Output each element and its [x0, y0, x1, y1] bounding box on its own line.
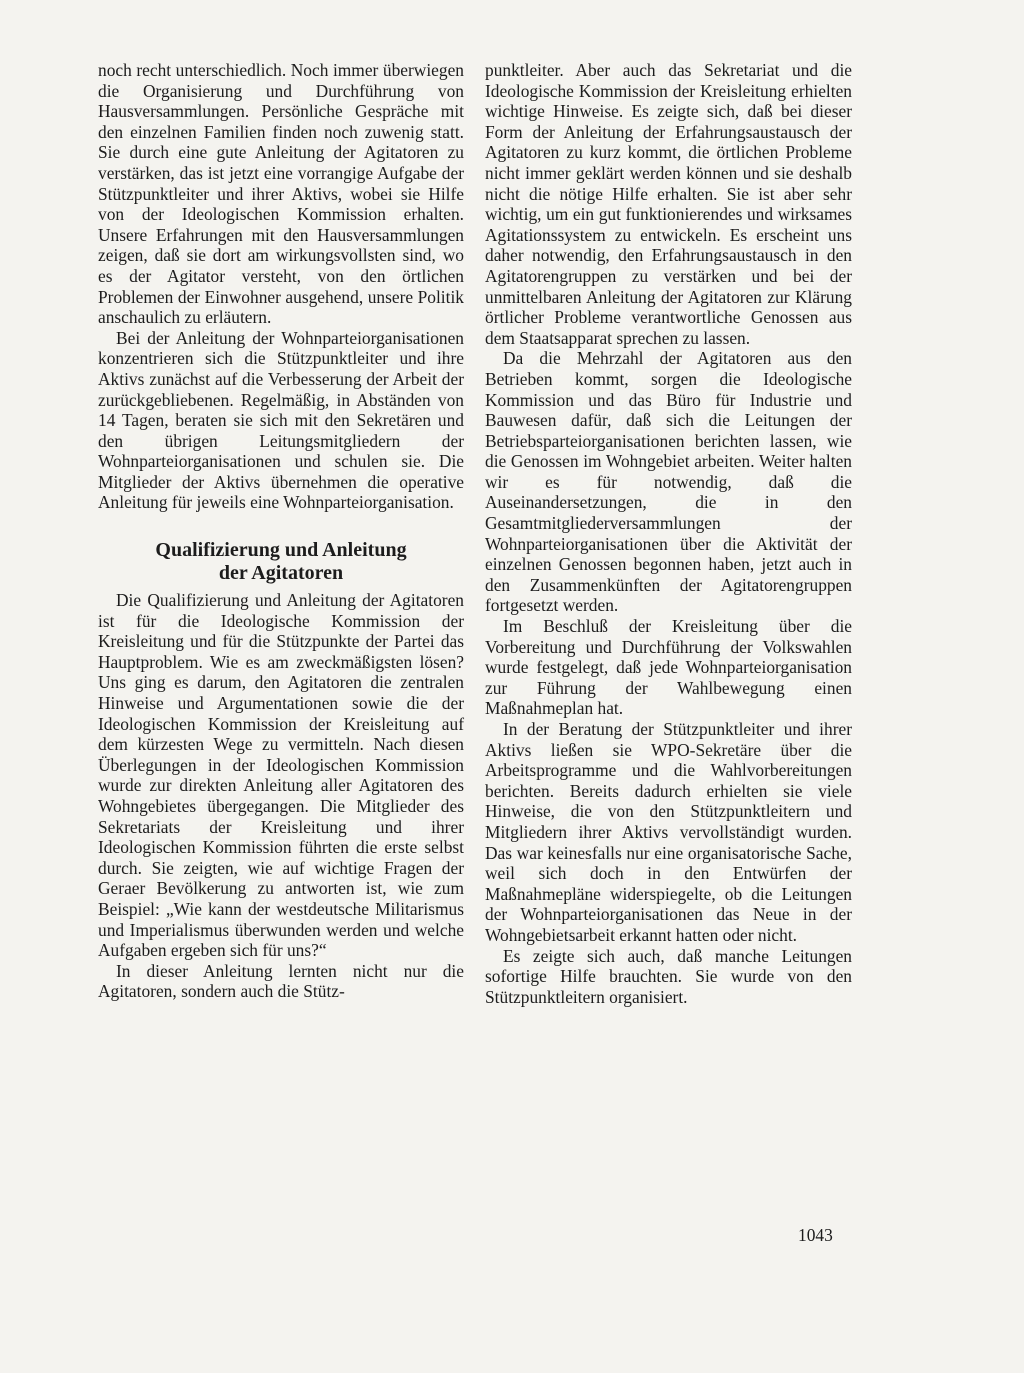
paragraph: Da die Mehrzahl der Agitatoren aus den Betrieben kommt, sorgen die Ideologische Kommission und das Büro für Industrie und Bauwesen dafür, daß sich die Leitungen der Betriebsparteiorganisationen berichten lassen, wie die Genossen im Wohngebiet arbeiten. Weiter halten wir es für notwendig, daß die Auseinandersetzungen, die in den Gesamtmitgliederversammlungen der Wohnparteiorganisationen über die Aktivität der einzelnen Genossen begonnen haben, jetzt auch in den Zusammenkünften der Agitatorengruppen fortgesetzt werden.: [485, 348, 852, 616]
right-column: [485, 60, 852, 1007]
paragraph: Es zeigte sich auch, daß manche Leitungen sofortige Hilfe brauchten. Sie wurde von den Stützpunktleitern organisiert.: [485, 945, 852, 1007]
left-column: [98, 60, 464, 1002]
paragraph: Bei der Anleitung der Wohnparteiorganisationen konzentrieren sich die Stützpunktleiter und ihre Aktivs zunächst auf die Verbesserung der Arbeit der zurückgebliebenen. Regelmäßig, in Abständen von 14 Tagen, beraten sie sich mit den Sekretären und den übrigen Leitungsmitgliedern der Wohnparteiorganisationen und schulen sie. Die Mitglieder der Aktivs übernehmen die operative Anleitung für jeweils eine Wohnparteiorganisation.: [98, 327, 464, 513]
section-heading-line: Qualifizierung und Anleitung: [155, 539, 407, 562]
paragraph: noch recht unterschiedlich. Noch immer überwiegen die Organisierung und Durchführung von Hausversammlungen. Persönliche Gespräche mit den einzelnen Familien finden noch zuwenig statt. Sie durch eine gute Anleitung der Agitatoren zu verstärken, das ist jetzt eine vorrangige Aufgabe der Stützpunktleiter und ihrer Aktivs, wobei sie Hilfe von der Ideologischen Kommission erhalten. Unsere Erfahrungen mit den Hausversammlungen zeigen, daß sie dort am wirkungsvollsten sind, wo es der Agitator versteht, von den örtlichen Problemen der Einwohner ausgehend, unsere Politik anschaulich zu erläutern.: [98, 60, 464, 328]
paragraph: Im Beschluß der Kreisleitung über die Vorbereitung und Durchführung der Volkswahlen wurde festgelegt, daß jede Wohnparteiorganisation zur Führung der Wahlbewegung einen Maßnahmeplan hat.: [485, 616, 852, 719]
paragraph: Die Qualifizierung und Anleitung der Agitatoren ist für die Ideologische Kommission der Kreisleitung und für die Stützpunkte der Partei das Hauptproblem. Wie es am zweckmäßigsten lösen? Uns ging es darum, den Agitatoren die zentralen Hinweise und Argumentationen sowie die der Ideologischen Kommission der Kreisleitung auf dem kürzesten Wege zu vermitteln. Nach diesen Überlegungen in der Ideologischen Kommission wurde zur direkten Anleitung aller Agitatoren des Wohngebietes übergegangen. Die Mitglieder des Sekretariats der Kreisleitung und ihrer Ideologischen Kommission führten die erste selbst durch. Sie zeigten, wie auf wichtige Fragen der Geraer Bevölkerung zu antworten ist, wie zum Beispiel: „Wie kann der westdeutsche Militarismus und Imperialismus überwunden werden und welche Aufgaben ergeben sich für uns?“: [98, 590, 464, 961]
paragraph: punktleiter. Aber auch das Sekretariat und die Ideologische Kommission der Kreisleitung erhielten wichtige Hinweise. Es zeigte sich, daß bei dieser Form der Anleitung der Erfahrungsaustausch der Agitatoren zu kurz kommt, die örtlichen Probleme nicht immer geklärt werden können und sie deshalb nicht die nötige Hilfe erhalten. Sie ist aber sehr wichtig, um ein gut funktionierendes und wirksames Agitationssystem zu entwickeln. Es erscheint uns daher notwendig, den Erfahrungsaustausch in den Agitatorengruppen zu verstärken und bei der unmittelbaren Anleitung der Agitatoren zur Klärung örtlicher Probleme verantwortliche Genossen aus dem Staatsapparat sprechen zu lassen.: [485, 60, 852, 348]
paragraph: In dieser Anleitung lernten nicht nur die Agitatoren, sondern auch die Stütz-: [98, 960, 464, 1002]
section-heading-line: der Agitatoren: [218, 562, 344, 585]
page-number: 1043: [798, 1225, 833, 1245]
paragraph: In der Beratung der Stützpunktleiter und ihrer Aktivs ließen sie WPO-Sekretäre über die Arbeitsprogramme und die Wahlvorbereitungen berichten. Bereits dadurch erhielten sie viele Hinweise, die von den Stützpunktleitern und Mitgliedern ihrer Aktivs vervollständigt wurden. Das war keinesfalls nur eine organisatorische Sache, weil sich doch in den Entwürfen der Maßnahmepläne widerspiegelte, ob die Leitungen der Wohnparteiorganisationen das Neue in der Wohngebietsarbeit erkannt hatten oder nicht.: [485, 719, 852, 945]
section-heading: [98, 539, 464, 585]
